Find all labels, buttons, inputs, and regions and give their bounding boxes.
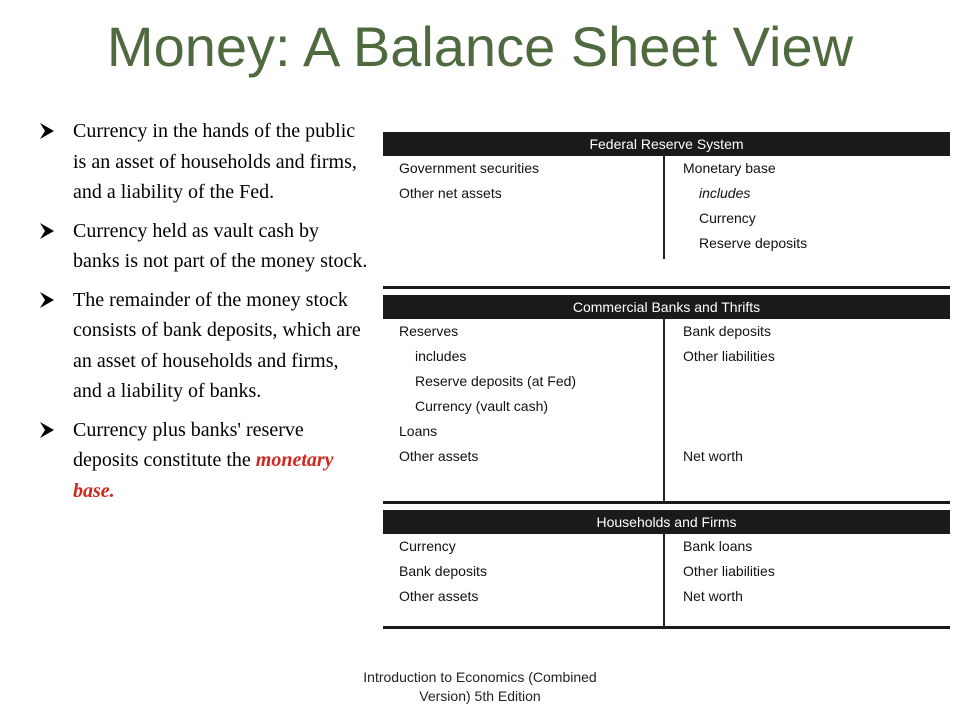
bullet-list [38, 116, 370, 514]
arrow-bullet-icon [38, 121, 56, 141]
households-asset: Currency [399, 538, 456, 554]
banks-liability: Net worth [683, 448, 743, 464]
slide-title: Money: A Balance Sheet View [106, 15, 854, 78]
monetary-base-emphasis: monetary base. [73, 449, 334, 502]
households-asset: Other assets [399, 588, 479, 604]
fed-header: Federal Reserve System [383, 132, 950, 156]
column-divider [663, 534, 665, 626]
bullet-item [38, 285, 370, 407]
arrow-bullet-icon [38, 221, 56, 241]
banks-liabilities [683, 319, 775, 469]
banks-asset: Reserves [399, 323, 459, 339]
bullet-text: Currency plus banks' reserve deposits constitute the [73, 418, 304, 471]
fed-section [383, 132, 950, 289]
column-divider [663, 319, 665, 501]
fed-assets [399, 156, 539, 206]
households-section [383, 510, 950, 629]
banks-asset: Currency (vault cash) [415, 398, 549, 414]
banks-asset: Reserve deposits (at Fed) [415, 373, 577, 389]
households-asset: Bank deposits [399, 563, 487, 579]
banks-asset: includes [415, 348, 467, 364]
households-liability: Net worth [683, 588, 743, 604]
fed-liabilities [683, 156, 807, 256]
arrow-bullet-icon [38, 290, 56, 310]
balance-sheet-table [383, 132, 950, 629]
bullet-item [38, 216, 370, 277]
slide-footer [330, 668, 630, 706]
bullet-item [38, 415, 370, 507]
fed-liability: Monetary base [683, 160, 776, 176]
banks-header: Commercial Banks and Thrifts [383, 295, 950, 319]
bullet-item [38, 116, 370, 208]
column-divider [663, 156, 665, 259]
households-header: Households and Firms [383, 510, 950, 534]
footer-line: Version) 5th Edition [419, 688, 541, 704]
fed-asset: Government securities [399, 160, 540, 176]
banks-asset: Loans [399, 423, 438, 439]
fed-asset: Other net assets [399, 185, 502, 201]
bullet-text: Currency in the hands of the public is an asset of households and firms, and a liability of the Fed. [73, 120, 357, 203]
households-assets [399, 534, 487, 609]
households-liabilities [683, 534, 775, 609]
banks-liability: Bank deposits [683, 323, 771, 339]
arrow-bullet-icon [38, 420, 56, 440]
banks-assets [399, 319, 576, 469]
fed-liability: includes [699, 185, 751, 201]
footer-line: Introduction to Economics (Combined [363, 669, 597, 685]
fed-liability: Currency [699, 210, 756, 226]
bullet-text: Currency held as vault cash by banks is not part of the money stock. [73, 219, 368, 272]
banks-asset: Other assets [399, 448, 479, 464]
households-liability: Other liabilities [683, 563, 775, 579]
households-liability: Bank loans [683, 538, 753, 554]
fed-liability: Reserve deposits [699, 235, 808, 251]
bullet-text: The remainder of the money stock consists of bank deposits, which are an asset of households and firms, and a liability of banks. [73, 288, 361, 402]
banks-section [383, 295, 950, 504]
banks-liability: Other liabilities [683, 348, 775, 364]
